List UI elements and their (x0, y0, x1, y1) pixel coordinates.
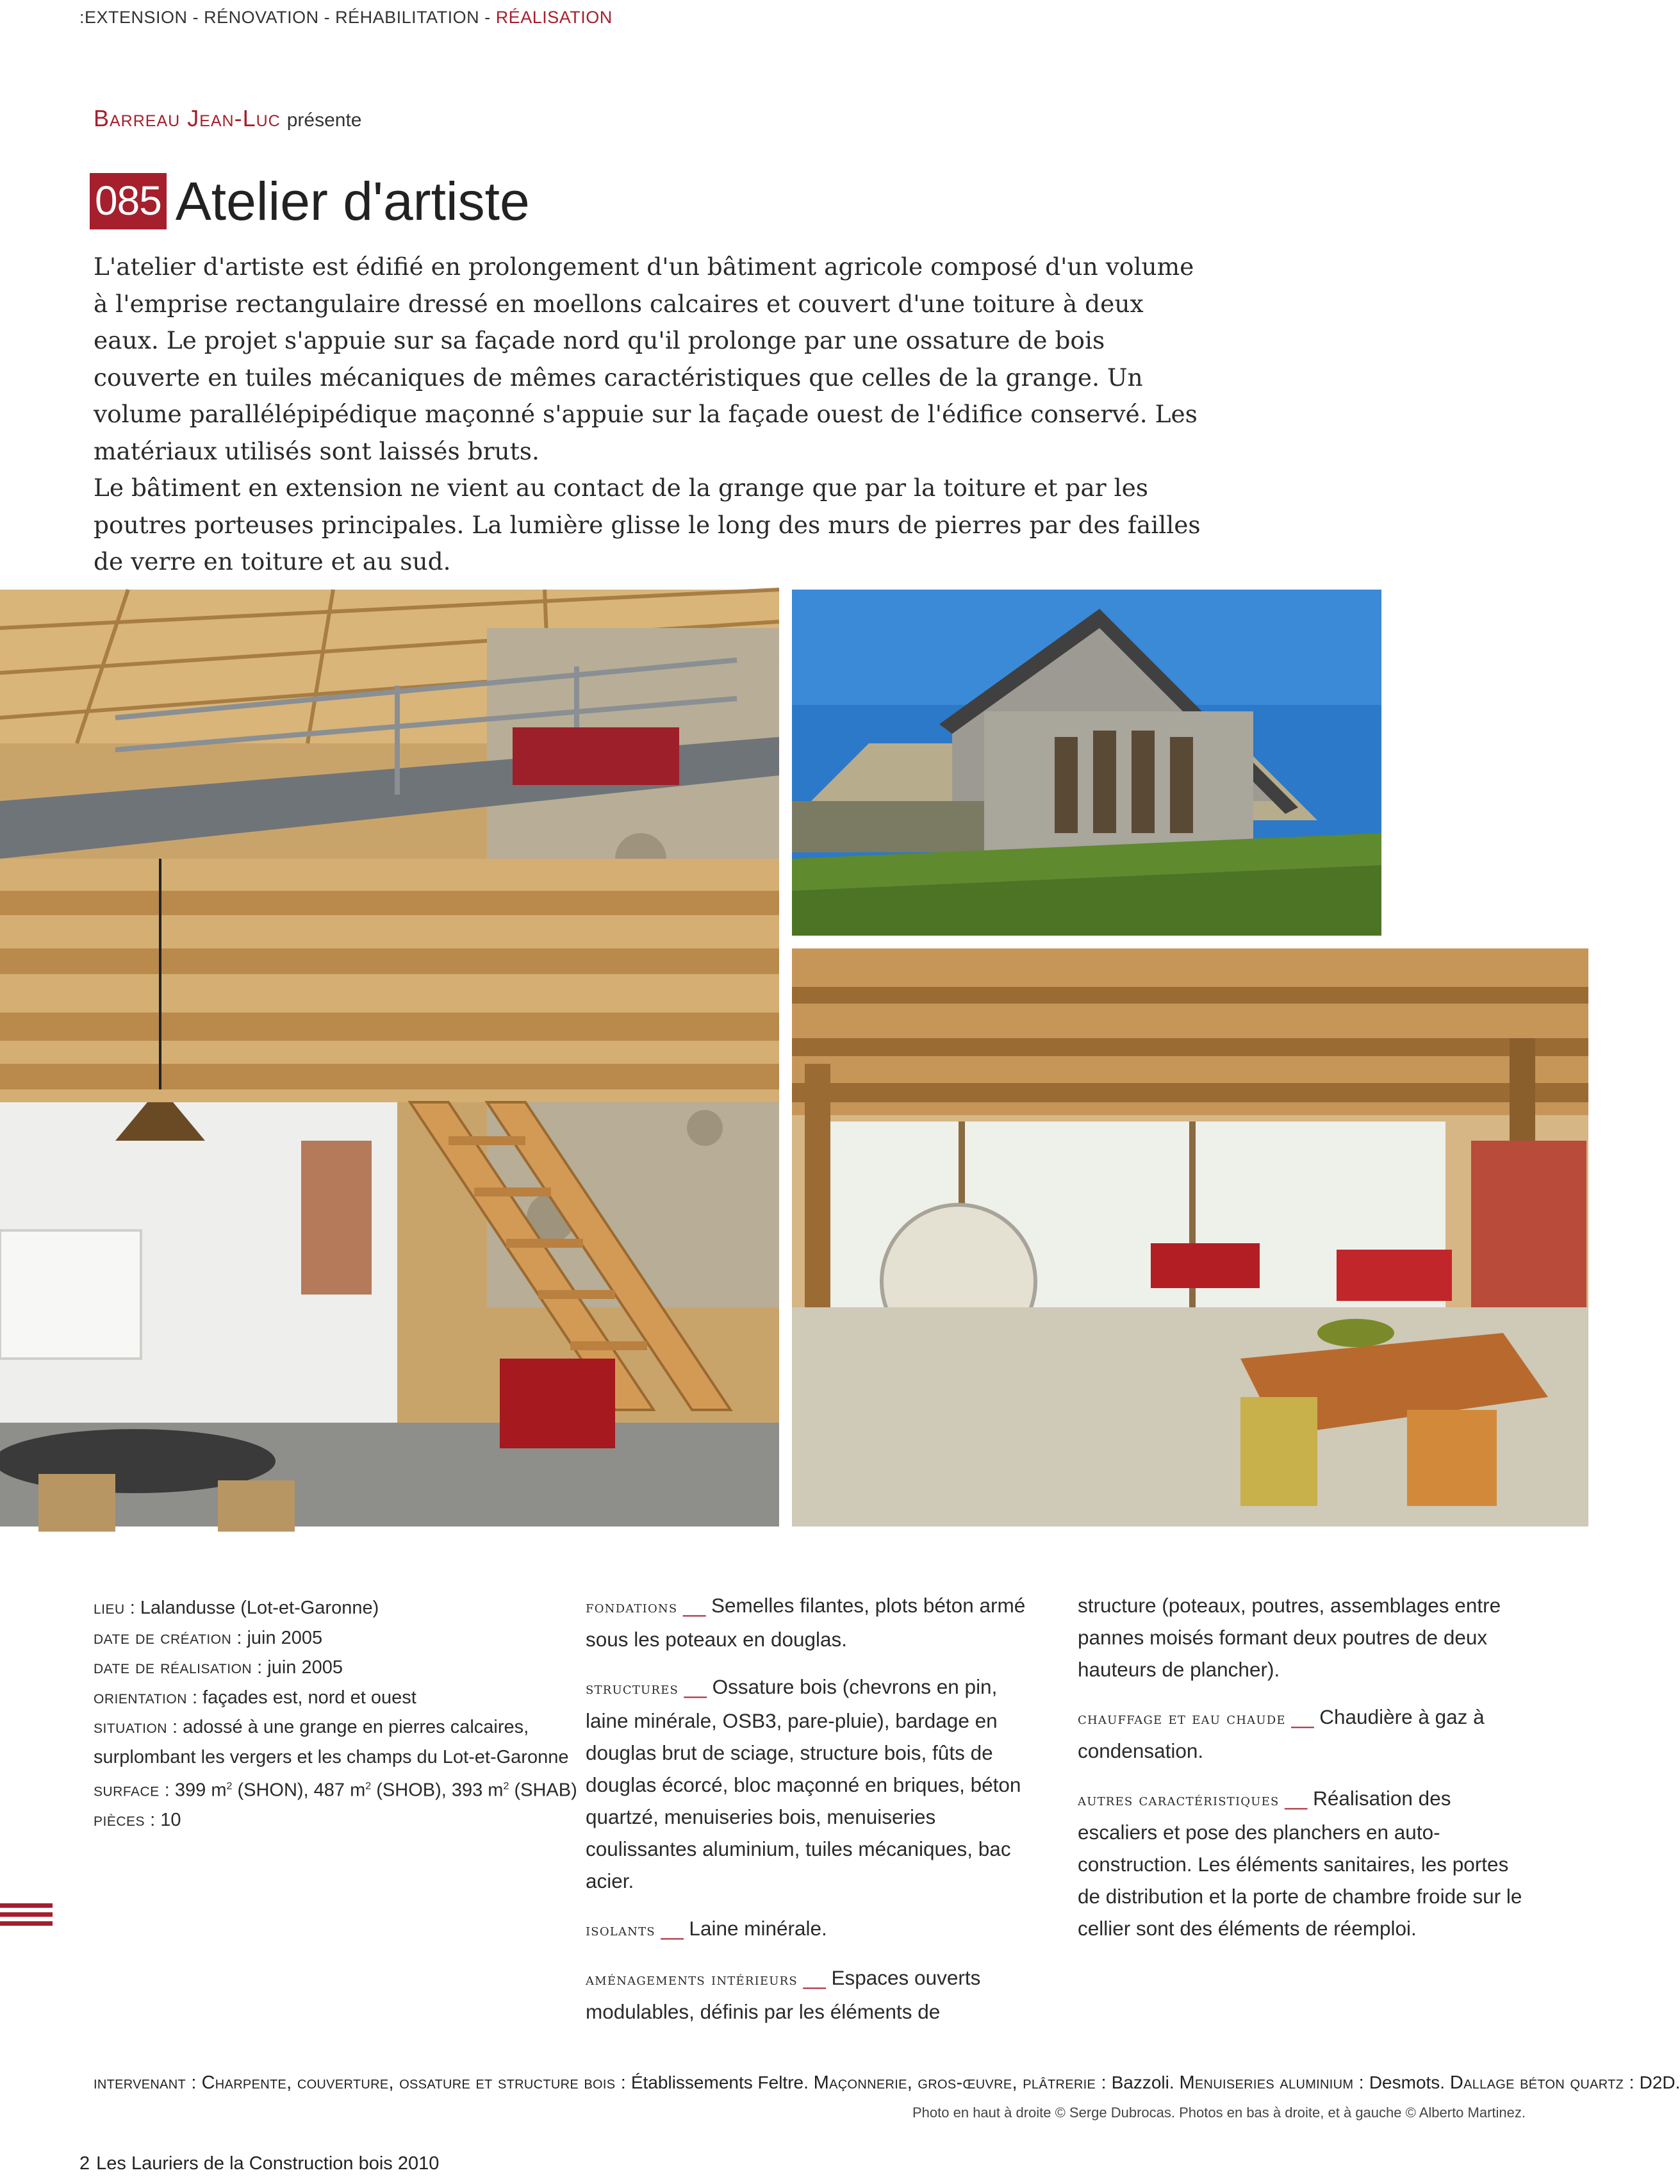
project-title-row (90, 173, 530, 229)
author-line (94, 105, 361, 132)
breadcrumb-item: RÉHABILITATION (335, 8, 480, 27)
page-footer (79, 2153, 439, 2174)
spec-fondations: fondations __ Semelles filantes, plots béton armé sous les poteaux en douglas. (586, 1594, 1026, 1651)
specs-column-2 (1078, 1589, 1526, 1960)
fact-date-realisation: date de réalisation : juin 2005 (94, 1657, 343, 1678)
fact-situation-cont: surplombant les vergers et les champs du Lot-et-Garonne (94, 1746, 569, 1767)
spec-chauffage: chauffage et eau chaude __ Chaudière à gaz à condensation. (1078, 1705, 1485, 1762)
fact-date-creation: date de création : juin 2005 (94, 1626, 323, 1648)
bar-line (0, 1912, 53, 1917)
project-number-badge: 085 (90, 173, 167, 229)
intro-paragraph: L'atelier d'artiste est édifié en prolongement d'un bâtiment agricole composé d'un volume à l'emprise rectangulaire dressé en moellons calcaires et couvert d'une toiture à deux eaux. Le projet s'appuie sur sa façade nord qu'il prolonge par une ossature de bois couverte en tuiles mécaniques de mêmes caractéristiques que celles de la grange. Un volume parallélépipédique maçonné s'appuie sur la façade ouest de l'édifice conservé. Les matériaux utilisés sont laissés bruts. (94, 252, 1198, 465)
fact-lieu: lieu : Lalandusse (Lot-et-Garonne) (94, 1597, 379, 1618)
bar-line (0, 1903, 53, 1908)
fact-surface: surface : 399 $m^2$ (SHON), 487 $m^2$ (SHOB), 393 $m^2$ (SHAB) (94, 1779, 577, 1801)
breadcrumb-separator: - (324, 8, 331, 27)
spec-amenagements-cont: structure (poteaux, poutres, assemblages entre pannes moisés formant deux poutres de deux hauteurs de plancher). (1078, 1594, 1501, 1681)
fact-pieces: pièces : 10 (94, 1809, 181, 1831)
breadcrumb-separator: - (192, 8, 199, 27)
breadcrumb-item: EXTENSION (85, 8, 188, 27)
photo-exterior (792, 590, 1381, 936)
photo-interior-staircase (0, 590, 779, 1526)
intro-paragraph: Le bâtiment en extension ne vient au contact de la grange que par la toiture et par les poutres porteuses principales. La lumière glisse le long des murs de pierres par des failles de verre en toiture et au sud. (94, 474, 1201, 575)
breadcrumb-item: RÉNOVATION (204, 8, 319, 27)
author-presents: présente (286, 110, 362, 131)
project-facts (94, 1593, 581, 1835)
fact-situation: situation : adossé à une grange en pierres calcaires, (94, 1716, 529, 1737)
breadcrumb-separator: - (484, 8, 491, 27)
publication-name: Les Lauriers de la Construction bois 2010 (96, 2153, 440, 2174)
intervenant-line: intervenant : Charpente, couverture, ossature et structure bois : Établissements Feltre. Maçonnerie, gros-œuvre, plâtrerie : Bazzoli. Menuiseries aluminium : Desmots. Dallage béton quartz : D2D. (94, 2072, 1680, 2093)
photo-living-space (792, 948, 1588, 1526)
spec-amenagements: aménagements intérieurs __ Espaces ouverts modulables, définis par les éléments de (586, 1966, 981, 2023)
breadcrumb-item-active: RÉALISATION (495, 8, 613, 27)
breadcrumb (79, 8, 613, 28)
fact-orientation: orientation : façades est, nord et ouest (94, 1686, 416, 1708)
bar-line (0, 1921, 53, 1926)
interior-staircase-image (0, 590, 779, 1526)
breadcrumb-prefix: : (79, 8, 85, 27)
specs-column-1 (586, 1589, 1034, 2043)
author-name: Barreau Jean-Luc (94, 105, 281, 131)
spec-structures: structures __ Ossature bois (chevrons en pin, laine minérale, OSB3, pare-pluie), bardage en douglas brut de sciage, structure bois, fûts de douglas écorcé, bloc maçonné en briques, béton quartzé, menuiseries bois, menuiseries coulissantes aluminium, tuiles mécaniques, bac acier. (586, 1675, 1021, 1892)
page-number: 2 (79, 2153, 90, 2174)
living-space-image (792, 948, 1588, 1526)
spec-isolants: isolants __ Laine minérale. (586, 1917, 827, 1940)
photo-credits: Photo en haut à droite © Serge Dubrocas. Photos en bas à droite, et à gauche © Alberto Martinez. (912, 2105, 1526, 2121)
exterior-image (792, 590, 1381, 936)
page-title: Atelier d'artiste (175, 171, 530, 231)
decorative-bars (0, 1903, 53, 1930)
spec-autres: autres caractéristiques __ Réalisation des escaliers et pose des planchers en auto-construction. Les éléments sanitaires, les portes de distribution et la porte de chambre froide sur le cellier sont des éléments de réemploi. (1078, 1787, 1522, 1940)
intro-text (94, 249, 1208, 581)
